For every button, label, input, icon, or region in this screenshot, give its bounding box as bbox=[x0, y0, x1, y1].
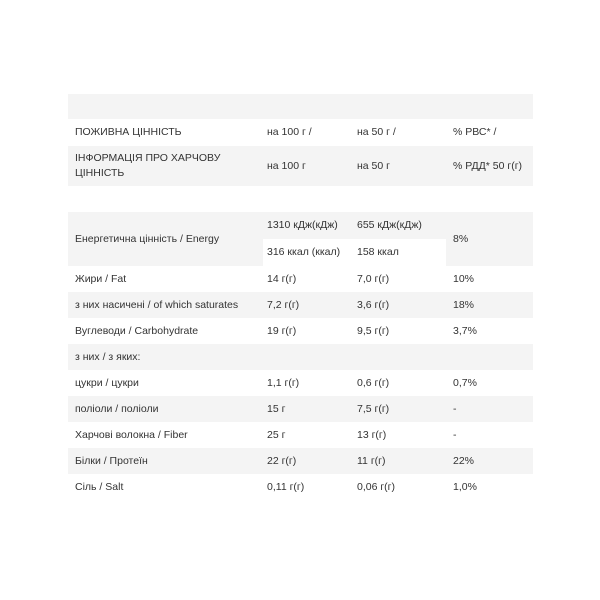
row-per50: 7,5 г(г) bbox=[357, 402, 390, 415]
table-row bbox=[68, 422, 533, 448]
energy-values bbox=[263, 212, 446, 266]
row-per100: 7,2 г(г) bbox=[267, 298, 300, 311]
row-name: поліоли / поліоли bbox=[75, 402, 159, 415]
table-row bbox=[68, 448, 533, 474]
energy-kcal-row bbox=[263, 239, 446, 266]
header-name: ІНФОРМАЦІЯ ПРО ХАРЧОВУ ЦІННІСТЬ bbox=[75, 152, 221, 179]
header-pct: % РВС* / bbox=[453, 126, 497, 138]
row-per50: 0,6 г(г) bbox=[357, 376, 390, 389]
row-pct: 18% bbox=[453, 298, 475, 311]
row-pct: 22% bbox=[453, 454, 475, 467]
row-per50: 13 г(г) bbox=[357, 428, 387, 441]
table-row bbox=[68, 474, 533, 500]
row-pct: - bbox=[453, 428, 457, 441]
row-name: Сіль / Salt bbox=[75, 480, 124, 493]
table-top-spacer bbox=[68, 94, 533, 119]
energy-pct: 8% bbox=[453, 232, 469, 245]
row-per100: 1,1 г(г) bbox=[267, 376, 300, 389]
header-per100: на 100 г / bbox=[267, 126, 312, 138]
header-per50: на 50 г / bbox=[357, 126, 396, 138]
energy-kj-row bbox=[263, 212, 446, 239]
header-row-1 bbox=[68, 119, 533, 146]
header-row-2 bbox=[68, 146, 533, 186]
energy-kj-per100: 1310 кДж(кДж) bbox=[267, 219, 338, 231]
row-per100: 19 г(г) bbox=[267, 324, 297, 337]
row-per100: 0,11 г(г) bbox=[267, 480, 305, 493]
table-row bbox=[68, 318, 533, 344]
energy-kcal-per100: 316 ккал (ккал) bbox=[267, 246, 341, 258]
table-row bbox=[68, 344, 533, 370]
table-row bbox=[68, 292, 533, 318]
table-row bbox=[68, 266, 533, 292]
row-pct: - bbox=[453, 402, 457, 415]
row-name: цукри / цукри bbox=[75, 376, 139, 389]
row-pct: 3,7% bbox=[453, 324, 477, 337]
row-name: з них / з яких: bbox=[75, 350, 141, 363]
row-per100: 25 г bbox=[267, 428, 286, 441]
row-name: з них насичені / of which saturates bbox=[75, 298, 239, 311]
nutrition-table bbox=[68, 94, 533, 500]
header-pct: % РДД* 50 г(г) bbox=[453, 159, 523, 172]
row-per100: 22 г(г) bbox=[267, 454, 297, 467]
row-pct: 0,7% bbox=[453, 376, 477, 389]
energy-name: Енергетична цінність / Energy bbox=[75, 232, 220, 245]
row-name: Жири / Fat bbox=[75, 272, 127, 285]
row-per100: 15 г bbox=[267, 402, 286, 415]
row-name: Вуглеводи / Carbohydrate bbox=[75, 324, 199, 337]
section-gap bbox=[68, 186, 533, 212]
header-per50: на 50 г bbox=[357, 159, 390, 172]
energy-kcal-per50: 158 ккал bbox=[357, 246, 399, 258]
energy-row bbox=[68, 212, 533, 266]
table-row bbox=[68, 370, 533, 396]
header-name: ПОЖИВНА ЦІННІСТЬ bbox=[75, 126, 182, 138]
row-per50: 7,0 г(г) bbox=[357, 272, 390, 285]
row-per50: 11 г(г) bbox=[357, 454, 386, 467]
energy-kj-per50: 655 кДж(кДж) bbox=[357, 219, 422, 231]
row-per50: 3,6 г(г) bbox=[357, 298, 390, 311]
row-name: Харчові волокна / Fiber bbox=[75, 428, 188, 441]
row-per50: 9,5 г(г) bbox=[357, 324, 390, 337]
row-name: Білки / Протеїн bbox=[75, 454, 148, 467]
row-pct: 10% bbox=[453, 272, 475, 285]
table-row bbox=[68, 396, 533, 422]
row-per50: 0,06 г(г) bbox=[357, 480, 396, 493]
row-per100: 14 г(г) bbox=[267, 272, 297, 285]
row-pct: 1,0% bbox=[453, 480, 477, 493]
header-per100: на 100 г bbox=[267, 159, 306, 172]
